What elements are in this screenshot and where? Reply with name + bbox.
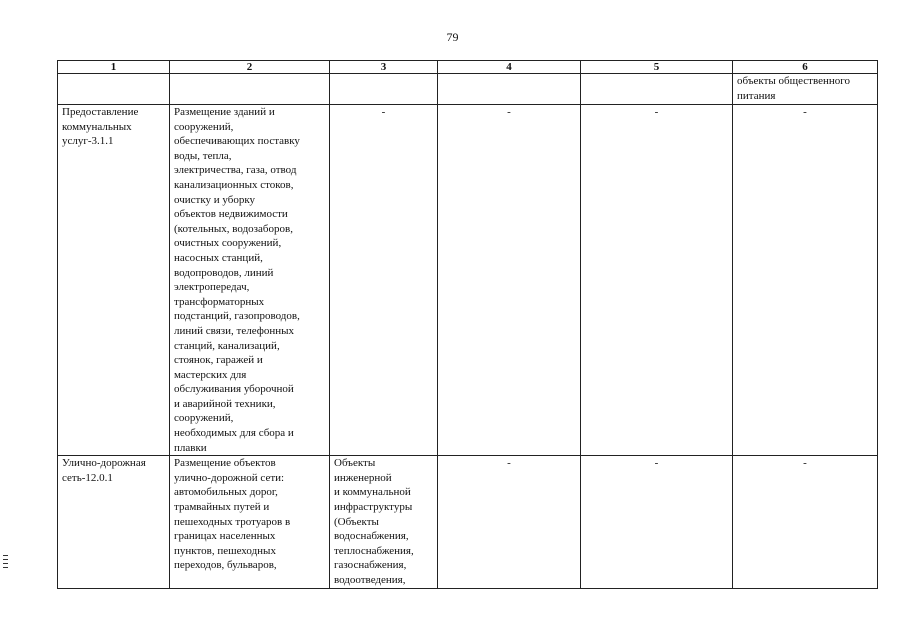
empty-value-dash: - xyxy=(803,457,807,470)
table-cell xyxy=(58,456,170,588)
column-header-6: 6 xyxy=(733,61,878,74)
table-row xyxy=(58,456,878,588)
empty-value-dash: - xyxy=(507,457,511,470)
column-header-4: 4 xyxy=(438,61,581,74)
continuation-row xyxy=(58,74,878,105)
table-cell xyxy=(581,456,733,588)
table-cell xyxy=(330,105,438,456)
binding-margin-marks xyxy=(3,555,9,571)
use-type-name: Предоставление коммунальных услуг-3.1.1 xyxy=(62,106,139,148)
continuation-text: объекты общественного питания xyxy=(737,75,850,102)
column-header-5: 5 xyxy=(581,61,733,74)
table-cell xyxy=(733,74,878,105)
table-cell xyxy=(330,456,438,588)
column-number-row xyxy=(58,61,878,74)
table-cell xyxy=(733,456,878,588)
page-number: 79 xyxy=(446,30,459,44)
table-cell xyxy=(581,105,733,456)
empty-value-dash: - xyxy=(803,106,807,118)
table-cell xyxy=(733,105,878,456)
use-type-description: Размещение объектов улично-дорожной сети: автомобильных дорог, трамвайных путей и пешеходных тротуаров в границах населенных пунктов, пешеходных переходов, бульваров, xyxy=(174,457,291,572)
table-row xyxy=(58,105,878,456)
empty-value-dash: - xyxy=(507,106,511,118)
infrastructure-objects: Объекты инженерной и коммунальной инфраструктуры (Объекты водоснабжения, теплоснабжения, газоснабжения, водоотведения, xyxy=(334,457,414,586)
use-type-name: Улично-дорожная сеть-12.0.1 xyxy=(62,457,146,484)
column-header-2: 2 xyxy=(170,61,330,74)
empty-value-dash: - xyxy=(654,106,659,118)
table-cell xyxy=(170,456,330,588)
table-cell xyxy=(438,105,581,456)
table-cell xyxy=(58,105,170,456)
table-cell xyxy=(170,105,330,456)
table-cell xyxy=(438,456,581,588)
column-header-3: 3 xyxy=(330,61,438,74)
empty-value-dash: - xyxy=(654,457,659,470)
table-cell xyxy=(58,74,170,105)
column-header-1: 1 xyxy=(58,61,170,74)
table-cell xyxy=(581,74,733,105)
use-type-description: Размещение зданий и сооружений, обеспечивающих поставку воды, тепла, электричества, газа, отвод канализационных стоков, очистку и уборку объектов недвижимости (котельных, водозаборов, очистных сооружений, насосных станций, водопроводов, линий электропередач, трансформаторных подстанций, газопроводов, линий связи, телефонных станций, канализаций, стоянок, гаражей и мастерских для обслуживания уборочной и аварийной техники, сооружений, необходимых для сбора и плавки xyxy=(174,106,300,454)
table-cell xyxy=(438,74,581,105)
land-use-table xyxy=(57,60,878,589)
table-cell xyxy=(330,74,438,105)
empty-value-dash: - xyxy=(381,106,386,118)
table-cell xyxy=(170,74,330,105)
